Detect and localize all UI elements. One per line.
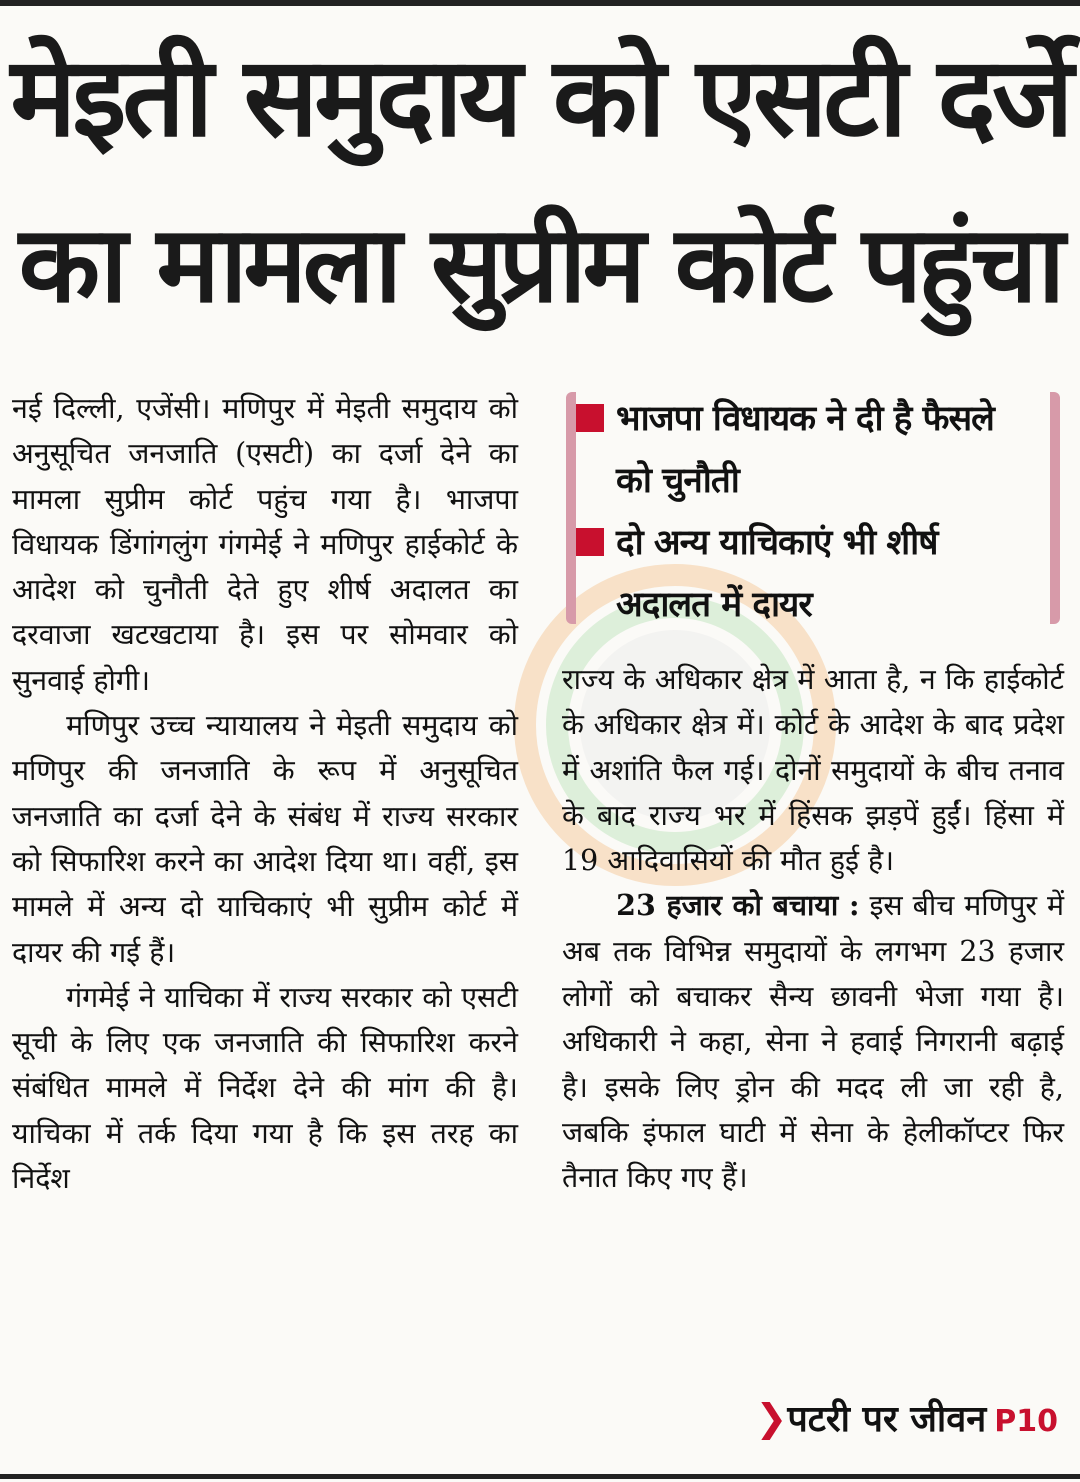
- continued-label: पटरी पर जीवन: [787, 1399, 987, 1440]
- article-right-column: [562, 657, 1064, 1201]
- highlight-text: दो अन्य याचिकाएं भी शीर्ष अदालत में दायर: [616, 523, 938, 625]
- paragraph-rescue: [562, 883, 1064, 1200]
- article-left-column: [12, 386, 518, 1201]
- chevron-right-icon: ❯: [755, 1396, 788, 1440]
- highlight-item: [616, 388, 1036, 512]
- headline-line-2: का मामला सुप्रीम कोर्ट पहुंचा: [18, 203, 1062, 326]
- highlights-bar-left: [566, 392, 576, 624]
- highlights-bar-right: [1050, 392, 1060, 624]
- paragraph-rescue-text: इस बीच मणिपुर में अब तक विभिन्न समुदायों के लगभग 23 हजार लोगों को बचाकर सैन्य छावनी भेजा गया है। अधिकारी ने कहा, सेना ने हवाई निगरानी बढ़ाई है। इसके लिए ड्रोन की मदद ली जा रही है, जबकि इंफाल घाटी में सेना के हेलीकॉप्टर फिर तैनात किए गए हैं।: [562, 889, 1065, 1195]
- continued-link[interactable]: [755, 1390, 1058, 1450]
- highlight-item: [616, 512, 1036, 636]
- paragraph-petition: गंगमेई ने याचिका में राज्य सरकार को एसटी सूची के लिए एक जनजाति की सिफारिश करने संबंधित मामले में निर्देश देने की मांग की है। याचिका में तर्क दिया गया है कि इस तरह का निर्देश: [12, 980, 518, 1196]
- paragraph-intro: नई दिल्ली, एजेंसी। मणिपुर में मेइती समुदाय को अनुसूचित जनजाति (एसटी) का दर्जा देने का मामला सुप्रीम कोर्ट पहुंच गया है। भाजपा विधायक डिंगांगलुंग गंगमेई ने मणिपुर हाईकोर्ट के आदेश को चुनौती देते हुए शीर्ष अदालत का दरवाजा खटखटाया है। इस पर सोमवार को सुनवाई होगी।: [12, 392, 518, 697]
- headline: [10, 14, 1070, 350]
- highlights-box: [566, 388, 1060, 628]
- continued-page: P10: [994, 1404, 1058, 1439]
- bottom-rule: [0, 1474, 1080, 1479]
- red-square-bullet-icon: [576, 528, 604, 556]
- headline-line-1: मेइती समुदाय को एसटी दर्जे: [10, 33, 1070, 161]
- paragraph-jurisdiction: राज्य के अधिकार क्षेत्र में आता है, न कि हाईकोर्ट के अधिकार क्षेत्र में। कोर्ट के आदेश के बाद प्रदेश में अशांति फैल गई। दोनों समुदायों के बीच तनाव के बाद राज्य भर में हिंसक झड़पें हुईं। हिंसा में 19 आदिवासियों की मौत हुई है।: [562, 663, 1064, 878]
- highlight-text: भाजपा विधायक ने दी है फैसले को चुनौती: [616, 399, 994, 501]
- subhead-rescue: 23 हजार को बचाया :: [616, 888, 860, 923]
- top-rule: [0, 0, 1080, 6]
- red-square-bullet-icon: [576, 404, 604, 432]
- paragraph-court-order: मणिपुर उच्च न्यायालय ने मेइती समुदाय को मणिपुर की जनजाति के रूप में अनुसूचित जनजाति का दर्जा देने के संबंध में राज्य सरकार को सिफारिश करने का आदेश दिया था। वहीं, इस मामले में अन्य दो याचिकाएं भी सुप्रीम कोर्ट में दायर की गई हैं।: [12, 709, 518, 969]
